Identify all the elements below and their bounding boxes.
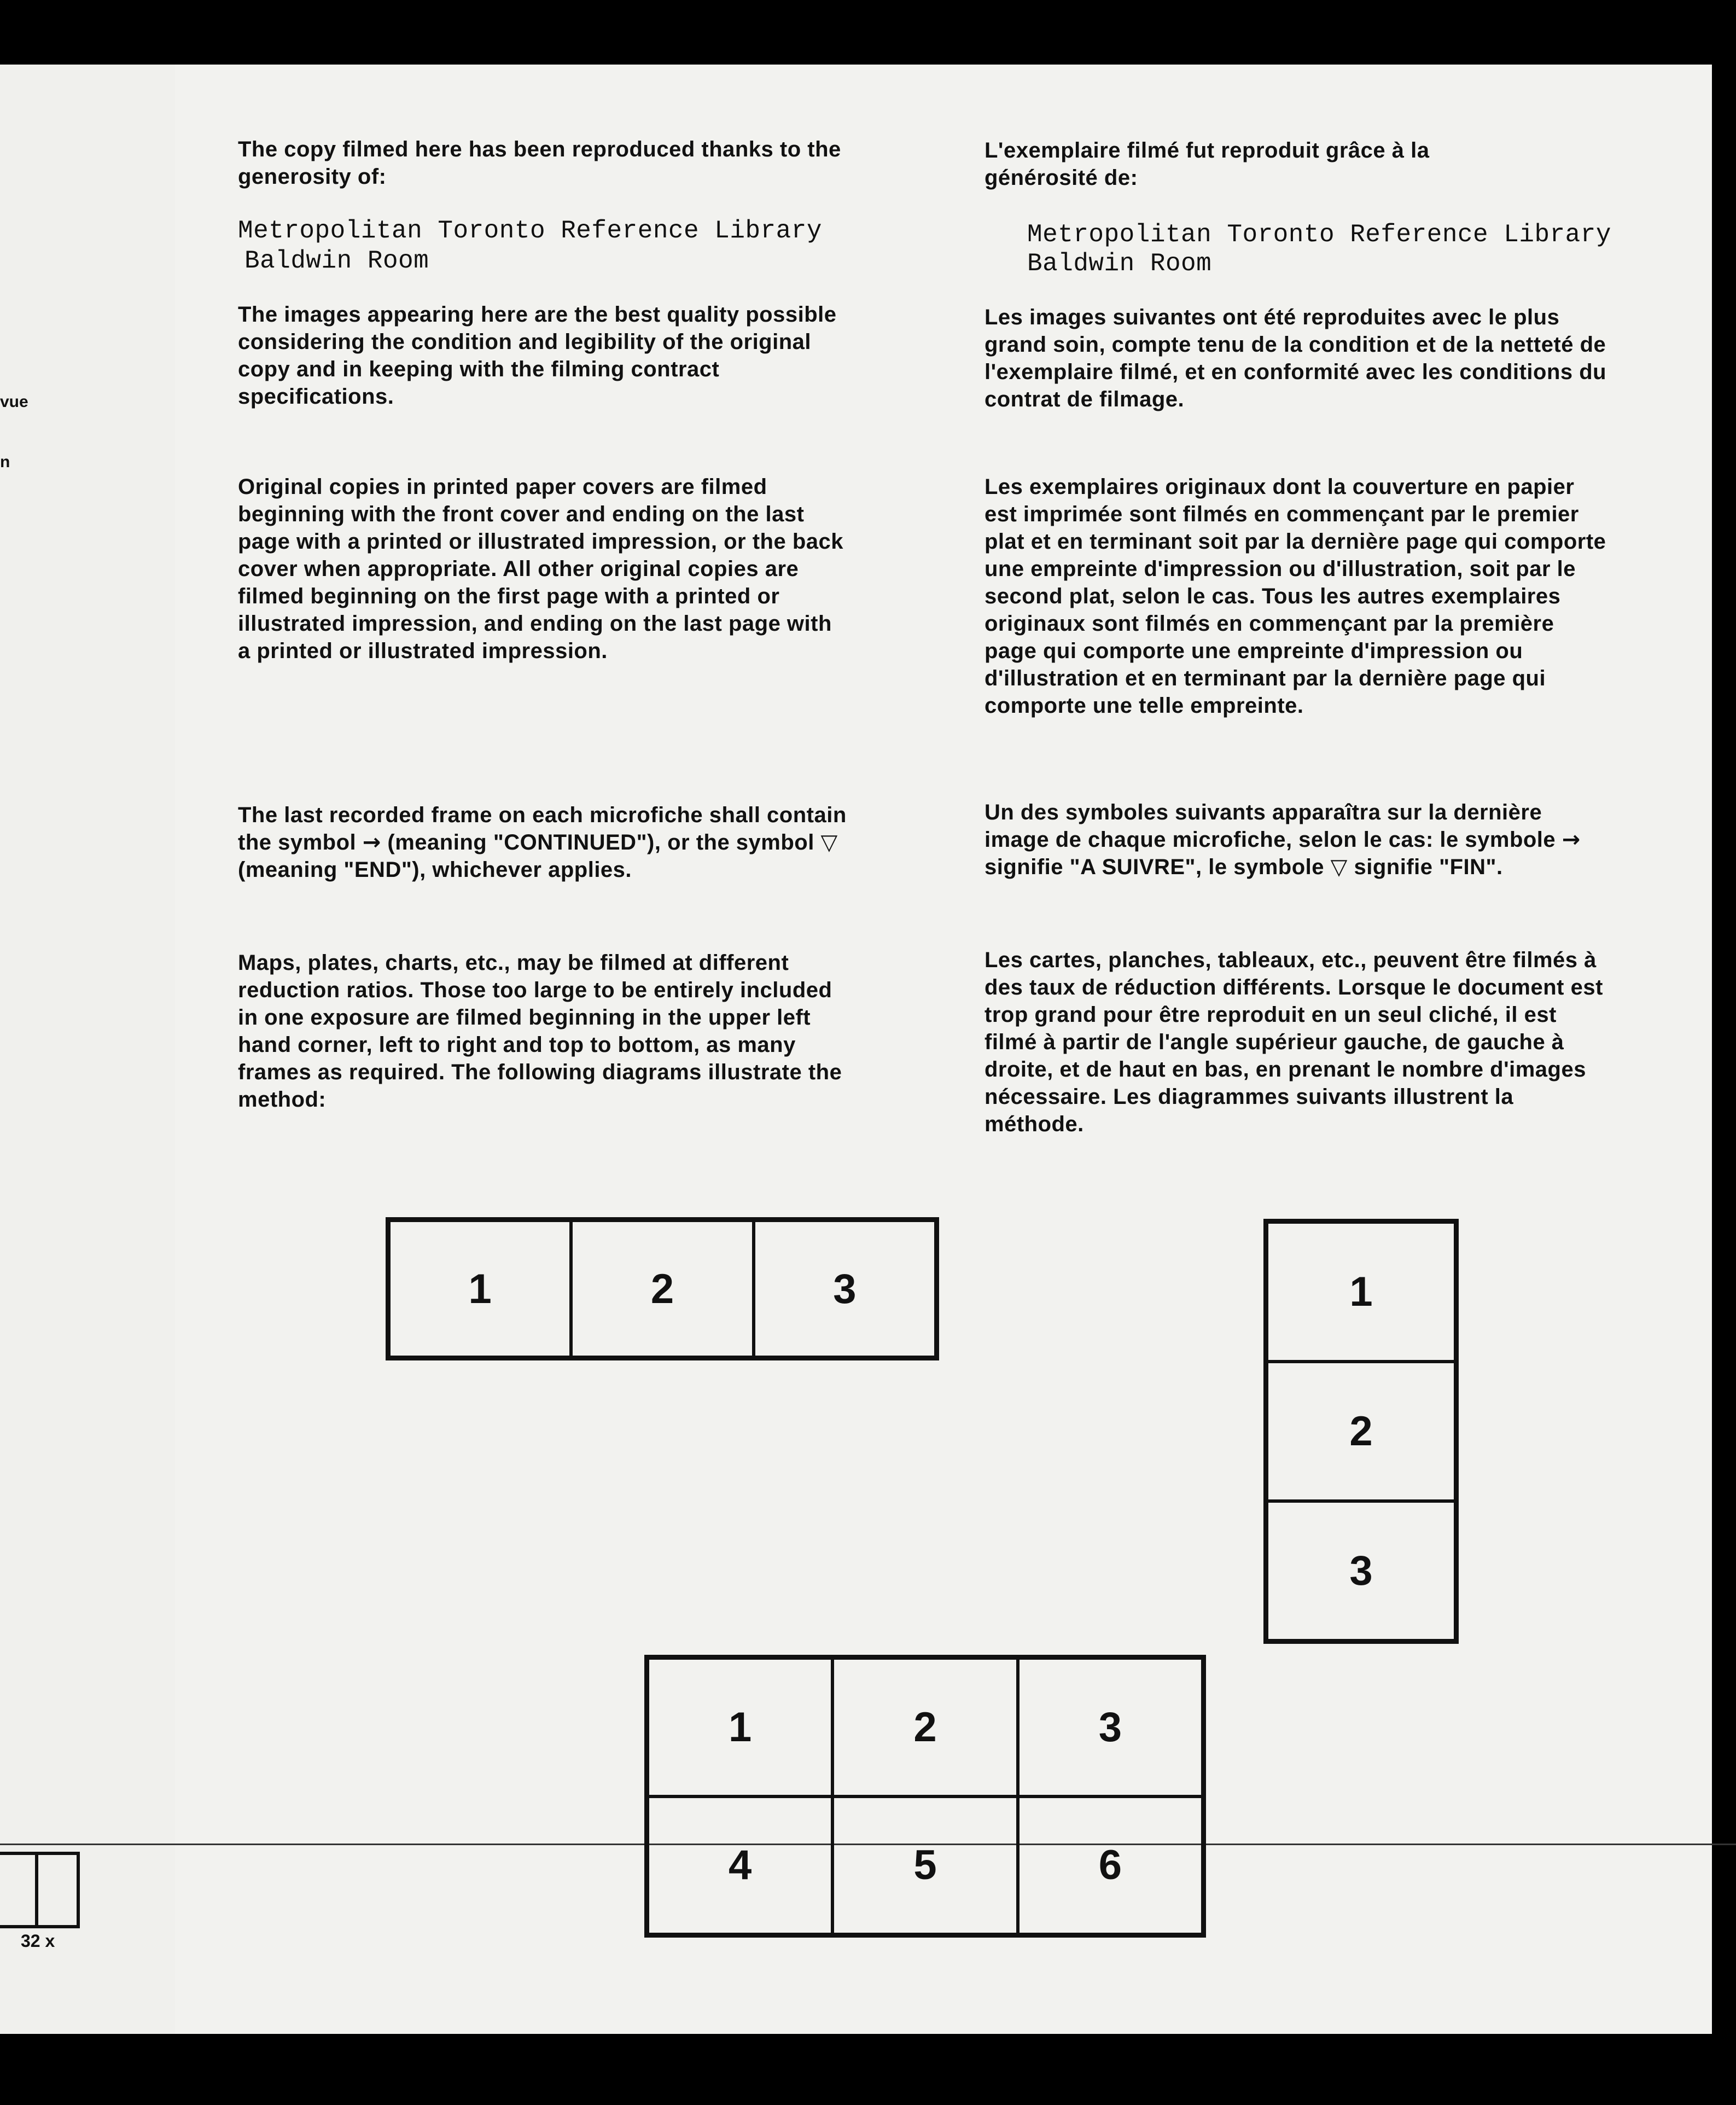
- continued-arrow-icon: →: [1562, 827, 1581, 852]
- fr-library-name: Metropolitan Toronto Reference Library: [1027, 220, 1611, 249]
- frame-cell: 3: [1018, 1658, 1203, 1796]
- fr-quality-paragraph: Les images suivantes ont été reproduites avec le plus grand soin, compte tenu de la condition et de la netteté de l'exemplaire filmé, et en conformité avec les conditions du contrat de filmage.: [984, 305, 1607, 411]
- grid-frames-diagram: [644, 1655, 1206, 1938]
- cropped-text-fragment: vue: [0, 393, 28, 411]
- frame-cell: 4: [648, 1796, 832, 1935]
- fr-symbols-text-b: signifie "A SUIVRE", le symbole: [984, 855, 1324, 879]
- fr-library-room: Baldwin Room: [1027, 249, 1212, 278]
- frame-cell: 1: [648, 1658, 832, 1796]
- frame-cell: 2: [832, 1658, 1017, 1796]
- frame-cell: 1: [389, 1220, 571, 1357]
- en-library-name: Metropolitan Toronto Reference Library: [238, 217, 822, 245]
- en-symbols-text-a: The last recorded frame on each microfiche shall contain the symbol: [238, 803, 847, 854]
- end-triangle-icon: ▽: [1330, 854, 1348, 880]
- frame-cell: 1: [1267, 1222, 1455, 1362]
- en-original-copies-paragraph: Original copies in printed paper covers are filmed beginning with the front cover and ending on the last page with a printed or illustrated impression, or the back cover when appropriate. All other original copies are filmed beginning on the first page with a printed or illustrated impression, and ending on the last page with a printed or illustrated impression.: [238, 475, 843, 663]
- frame-cell: 2: [1267, 1362, 1455, 1501]
- frame-cell: 6: [1018, 1796, 1203, 1935]
- horizontal-frames-diagram: [386, 1217, 939, 1360]
- en-quality-paragraph: The images appearing here are the best quality possible considering the condition and legibility of the original copy and in keeping with the filming contract specifications.: [238, 303, 837, 409]
- magnification-label: 32 x: [21, 1931, 55, 1951]
- fr-original-copies-paragraph: Les exemplaires originaux dont la couverture en papier est imprimée sont filmés en commençant par le premier plat et en terminant soit par la dernière page qui comporte une empreinte d'impression ou d'illustration, soit par le second plat, selon le cas. Tous les autres exemplaires originaux sont filmés en commençant par la première page qui comporte une empreinte d'impression ou d'illustration et en terminant par la dernière page qui comporte une telle empreinte.: [984, 475, 1606, 718]
- continued-arrow-icon: →: [362, 830, 381, 855]
- adjacent-frame-strip: [0, 65, 182, 2034]
- en-symbols-paragraph: [238, 801, 850, 883]
- en-library-room: Baldwin Room: [244, 247, 429, 275]
- en-maps-paragraph: Maps, plates, charts, etc., may be filmed at different reduction ratios. Those too large to be entirely included in one exposure are filmed beginning in the upper left hand corner, left to right and top to bottom, as many frames as required. The following diagrams illustrate the method:: [238, 951, 842, 1112]
- fr-symbols-paragraph: [984, 799, 1608, 881]
- end-triangle-icon: ▽: [820, 830, 838, 855]
- fr-maps-paragraph: Les cartes, planches, tableaux, etc., peuvent être filmés à des taux de réduction différents. Lorsque le document est trop grand pour être reproduit en un seul cliché, il est filmé à partir de l'angle supérieur gauche, de gauche à droite, et de haut en bas, en prenant le nombre d'images nécessaire. Les diagrammes suivants illustrent la méthode.: [984, 948, 1603, 1136]
- en-symbols-text-b: (meaning "CONTINUED"), or the symbol: [387, 830, 814, 854]
- en-symbols-text-c: (meaning "END"), whichever applies.: [238, 858, 632, 882]
- en-intro: The copy filmed here has been reproduced thanks to the generosity of:: [238, 137, 841, 189]
- fr-symbols-text-c: signifie "FIN".: [1354, 855, 1503, 879]
- frame-cell: 5: [832, 1796, 1017, 1935]
- cropped-text-fragment: n: [0, 453, 10, 471]
- frame-cell: 3: [754, 1220, 936, 1357]
- frame-cell: 3: [1267, 1501, 1455, 1641]
- scale-boxes: [0, 1852, 80, 1928]
- fr-symbols-text-a: Un des symboles suivants apparaîtra sur la dernière image de chaque microfiche, selon le cas: le symbole: [984, 800, 1556, 852]
- fr-intro: L'exemplaire filmé fut reproduit grâce à la générosité de:: [984, 138, 1430, 190]
- vertical-frames-diagram: [1263, 1219, 1459, 1644]
- frame-cell: 2: [571, 1220, 753, 1357]
